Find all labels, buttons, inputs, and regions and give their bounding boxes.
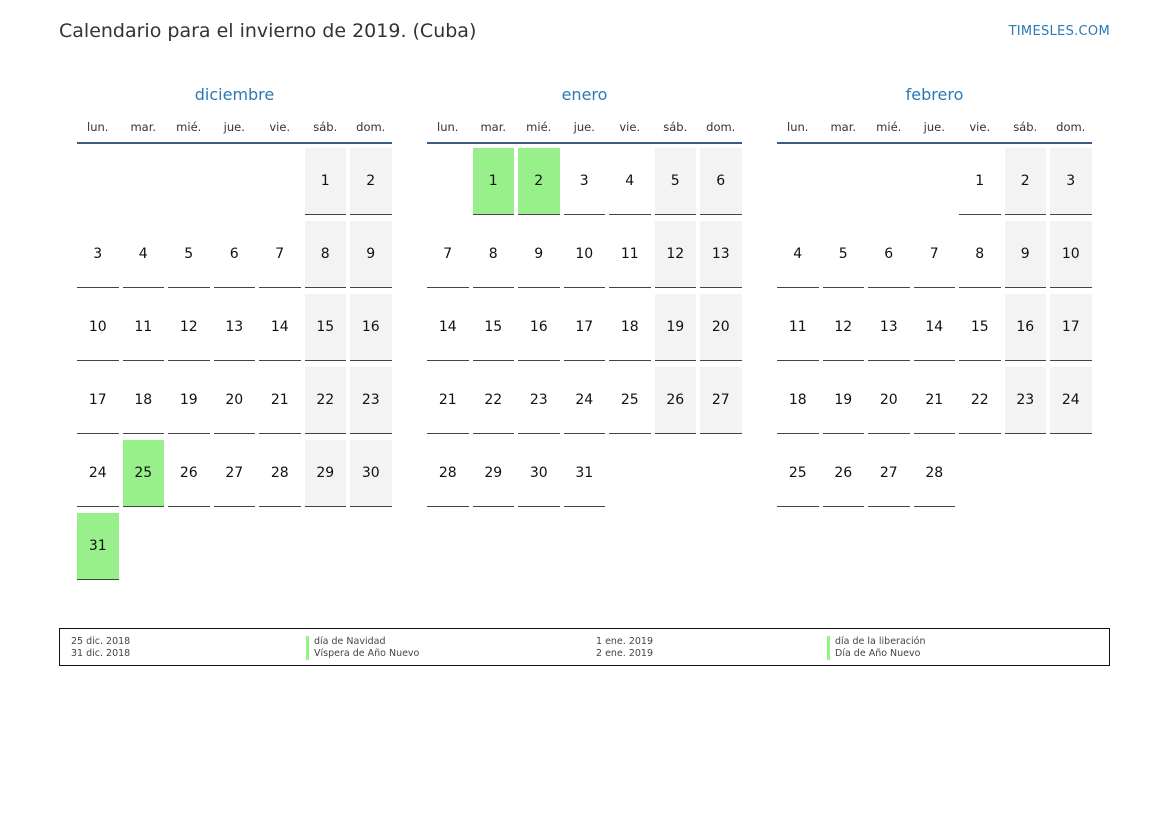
day-cell: 17 [1050,294,1092,361]
day-cell: 8 [473,221,515,288]
legend-date: 31 dic. 2018 [71,648,131,659]
empty-cell [914,148,956,215]
weekday-label: mar. [830,120,857,134]
day-cell: 21 [427,367,469,434]
month-divider [777,142,1092,144]
empty-cell [259,148,301,215]
day-cell: 22 [473,367,515,434]
legend-date: 2 ene. 2019 [596,648,653,659]
day-cell: 16 [1005,294,1047,361]
weekday-label: lun. [437,120,459,134]
day-cell: 7 [259,221,301,288]
month-calendar [77,84,392,586]
day-cell: 2 [350,148,392,215]
weekday-label: mar. [130,120,157,134]
day-cell: 4 [777,221,819,288]
legend-holiday-name: Víspera de Año Nuevo [306,648,419,660]
day-cell: 14 [259,294,301,361]
day-cell: 7 [427,221,469,288]
day-cell: 16 [350,294,392,361]
day-cell: 3 [77,221,119,288]
day-cell: 19 [823,367,865,434]
day-cell: 31 [77,513,119,580]
day-cell: 28 [427,440,469,507]
day-cell: 9 [1005,221,1047,288]
day-cell: 6 [700,148,742,215]
day-cell: 25 [777,440,819,507]
day-grid [777,148,1092,513]
weekday-label: jue. [223,120,245,134]
day-cell: 8 [959,221,1001,288]
day-grid [77,148,392,586]
day-cell: 20 [868,367,910,434]
day-cell: 4 [123,221,165,288]
empty-cell [168,148,210,215]
day-cell: 27 [868,440,910,507]
month-divider [77,142,392,144]
empty-cell [777,148,819,215]
month-calendar [777,84,1092,513]
day-cell: 7 [914,221,956,288]
day-cell: 1 [305,148,347,215]
day-cell: 31 [564,440,606,507]
weekday-label: sáb. [663,120,688,134]
day-cell: 26 [823,440,865,507]
weekday-label: sáb. [1013,120,1038,134]
day-cell: 10 [77,294,119,361]
month-divider [427,142,742,144]
day-cell: 1 [959,148,1001,215]
day-cell: 21 [259,367,301,434]
day-cell: 24 [564,367,606,434]
day-cell: 9 [518,221,560,288]
day-cell: 11 [123,294,165,361]
weekday-label: lun. [87,120,109,134]
day-cell: 3 [564,148,606,215]
legend-dates-right [596,636,653,660]
legend-holiday-name: día de la liberación [827,636,925,648]
empty-cell [823,148,865,215]
day-cell: 1 [473,148,515,215]
day-cell: 17 [564,294,606,361]
day-cell: 25 [123,440,165,507]
month-title: enero [561,85,608,104]
month-title: diciembre [194,85,275,104]
day-cell: 18 [777,367,819,434]
weekday-label: dom. [356,120,386,134]
day-cell: 11 [609,221,651,288]
day-cell: 15 [959,294,1001,361]
day-cell: 22 [305,367,347,434]
day-cell: 19 [655,294,697,361]
holiday-legend [59,628,1110,666]
day-cell: 13 [700,221,742,288]
legend-names-left [306,636,419,660]
day-cell: 8 [305,221,347,288]
legend-date: 1 ene. 2019 [596,636,653,647]
day-cell: 24 [1050,367,1092,434]
weekday-header [77,115,392,139]
weekday-label: dom. [1056,120,1086,134]
empty-cell [427,148,469,215]
day-cell: 30 [518,440,560,507]
weekday-label: mié. [876,120,902,134]
day-cell: 13 [868,294,910,361]
day-cell: 13 [214,294,256,361]
weekday-label: dom. [706,120,736,134]
day-cell: 24 [77,440,119,507]
day-grid [427,148,742,513]
legend-date: 25 dic. 2018 [71,636,131,647]
day-cell: 23 [518,367,560,434]
day-cell: 23 [1005,367,1047,434]
day-cell: 29 [473,440,515,507]
day-cell: 20 [700,294,742,361]
empty-cell [214,148,256,215]
weekday-label: vie. [269,120,291,134]
weekday-header [427,115,742,139]
page-title: Calendario para el invierno de 2019. (Cuba) [59,20,477,42]
weekday-label: mié. [176,120,202,134]
weekday-header [777,115,1092,139]
day-cell: 6 [214,221,256,288]
weekday-label: jue. [923,120,945,134]
day-cell: 22 [959,367,1001,434]
weekday-label: mié. [526,120,552,134]
day-cell: 12 [655,221,697,288]
weekday-label: lun. [787,120,809,134]
day-cell: 3 [1050,148,1092,215]
day-cell: 27 [214,440,256,507]
empty-cell [77,148,119,215]
day-cell: 15 [473,294,515,361]
month-calendar [427,84,742,513]
day-cell: 28 [259,440,301,507]
day-cell: 29 [305,440,347,507]
empty-cell [123,148,165,215]
day-cell: 6 [868,221,910,288]
weekday-label: vie. [619,120,641,134]
legend-dates-left [71,636,130,660]
weekday-label: vie. [969,120,991,134]
day-cell: 12 [168,294,210,361]
day-cell: 9 [350,221,392,288]
day-cell: 12 [823,294,865,361]
day-cell: 23 [350,367,392,434]
day-cell: 5 [655,148,697,215]
day-cell: 18 [609,294,651,361]
weekday-label: sáb. [313,120,338,134]
day-cell: 25 [609,367,651,434]
day-cell: 2 [518,148,560,215]
day-cell: 18 [123,367,165,434]
day-cell: 26 [655,367,697,434]
day-cell: 26 [168,440,210,507]
day-cell: 30 [350,440,392,507]
legend-holiday-name: día de Navidad [306,636,419,648]
day-cell: 15 [305,294,347,361]
day-cell: 10 [564,221,606,288]
legend-names-right [827,636,925,660]
legend-holiday-name: Día de Año Nuevo [827,648,925,660]
day-cell: 5 [823,221,865,288]
day-cell: 5 [168,221,210,288]
day-cell: 14 [914,294,956,361]
day-cell: 11 [777,294,819,361]
day-cell: 19 [168,367,210,434]
month-title: febrero [905,85,964,104]
brand-link[interactable]: TIMESLES.COM [1008,24,1110,39]
day-cell: 21 [914,367,956,434]
weekday-label: jue. [573,120,595,134]
day-cell: 27 [700,367,742,434]
day-cell: 17 [77,367,119,434]
day-cell: 2 [1005,148,1047,215]
day-cell: 10 [1050,221,1092,288]
day-cell: 14 [427,294,469,361]
day-cell: 4 [609,148,651,215]
weekday-label: mar. [480,120,507,134]
day-cell: 20 [214,367,256,434]
day-cell: 28 [914,440,956,507]
day-cell: 16 [518,294,560,361]
empty-cell [868,148,910,215]
